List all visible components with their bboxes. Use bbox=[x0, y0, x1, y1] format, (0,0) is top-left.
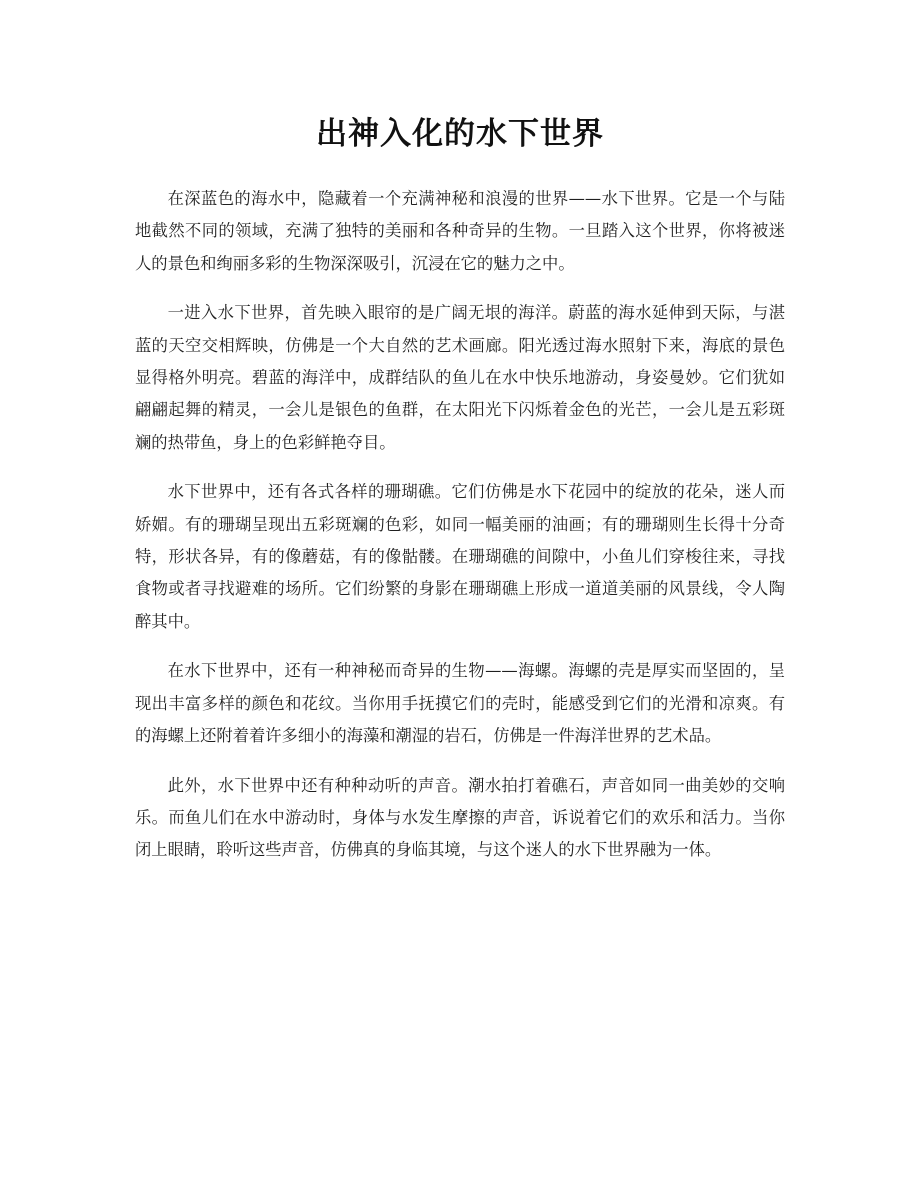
paragraph-3: 水下世界中，还有各式各样的珊瑚礁。它们仿佛是水下花园中的绽放的花朵，迷人而娇媚。有的珊瑚呈现出五彩斑斓的色彩，如同一幅美丽的油画；有的珊瑚则生长得十分奇特，形状各异，有的像蘑菇，有的像骷髅。在珊瑚礁的间隙中，小鱼儿们穿梭往来，寻找食物或者寻找避难的场所。它们纷繁的身影在珊瑚礁上形成一道道美丽的风景线，令人陶醉其中。 bbox=[135, 482, 785, 631]
paragraph-4: 在水下世界中，还有一种神秘而奇异的生物——海螺。海螺的壳是厚实而坚固的，呈现出丰富多样的颜色和花纹。当你用手抚摸它们的壳时，能感受到它们的光滑和凉爽。有的海螺上还附着着许多细小的海藻和潮湿的岩石，仿佛是一件海洋世界的艺术品。 bbox=[135, 661, 785, 746]
paragraph-2: 一进入水下世界，首先映入眼帘的是广阔无垠的海洋。蔚蓝的海水延伸到天际，与湛蓝的天空交相辉映，仿佛是一个大自然的艺术画廊。阳光透过海水照射下来，海底的景色显得格外明亮。碧蓝的海洋中，成群结队的鱼儿在水中快乐地游动，身姿曼妙。它们犹如翩翩起舞的精灵，一会儿是银色的鱼群，在太阳光下闪烁着金色的光芒，一会儿是五彩斑斓的热带鱼，身上的色彩鲜艳夺目。 bbox=[135, 303, 785, 452]
document-body bbox=[135, 183, 785, 884]
document-title: 出神入化的水下世界 bbox=[316, 116, 604, 152]
paragraph-5: 此外，水下世界中还有种种动听的声音。潮水拍打着礁石，声音如同一曲美妙的交响乐。而鱼儿们在水中游动时，身体与水发生摩擦的声音，诉说着它们的欢乐和活力。当你闭上眼睛，聆听这些声音，仿佛真的身临其境，与这个迷人的水下世界融为一体。 bbox=[135, 775, 785, 860]
paragraph-1: 在深蓝色的海水中，隐藏着一个充满神秘和浪漫的世界——水下世界。它是一个与陆地截然不同的领域，充满了独特的美丽和各种奇异的生物。一旦踏入这个世界，你将被迷人的景色和绚丽多彩的生物深深吸引，沉浸在它的魅力之中。 bbox=[135, 189, 785, 273]
